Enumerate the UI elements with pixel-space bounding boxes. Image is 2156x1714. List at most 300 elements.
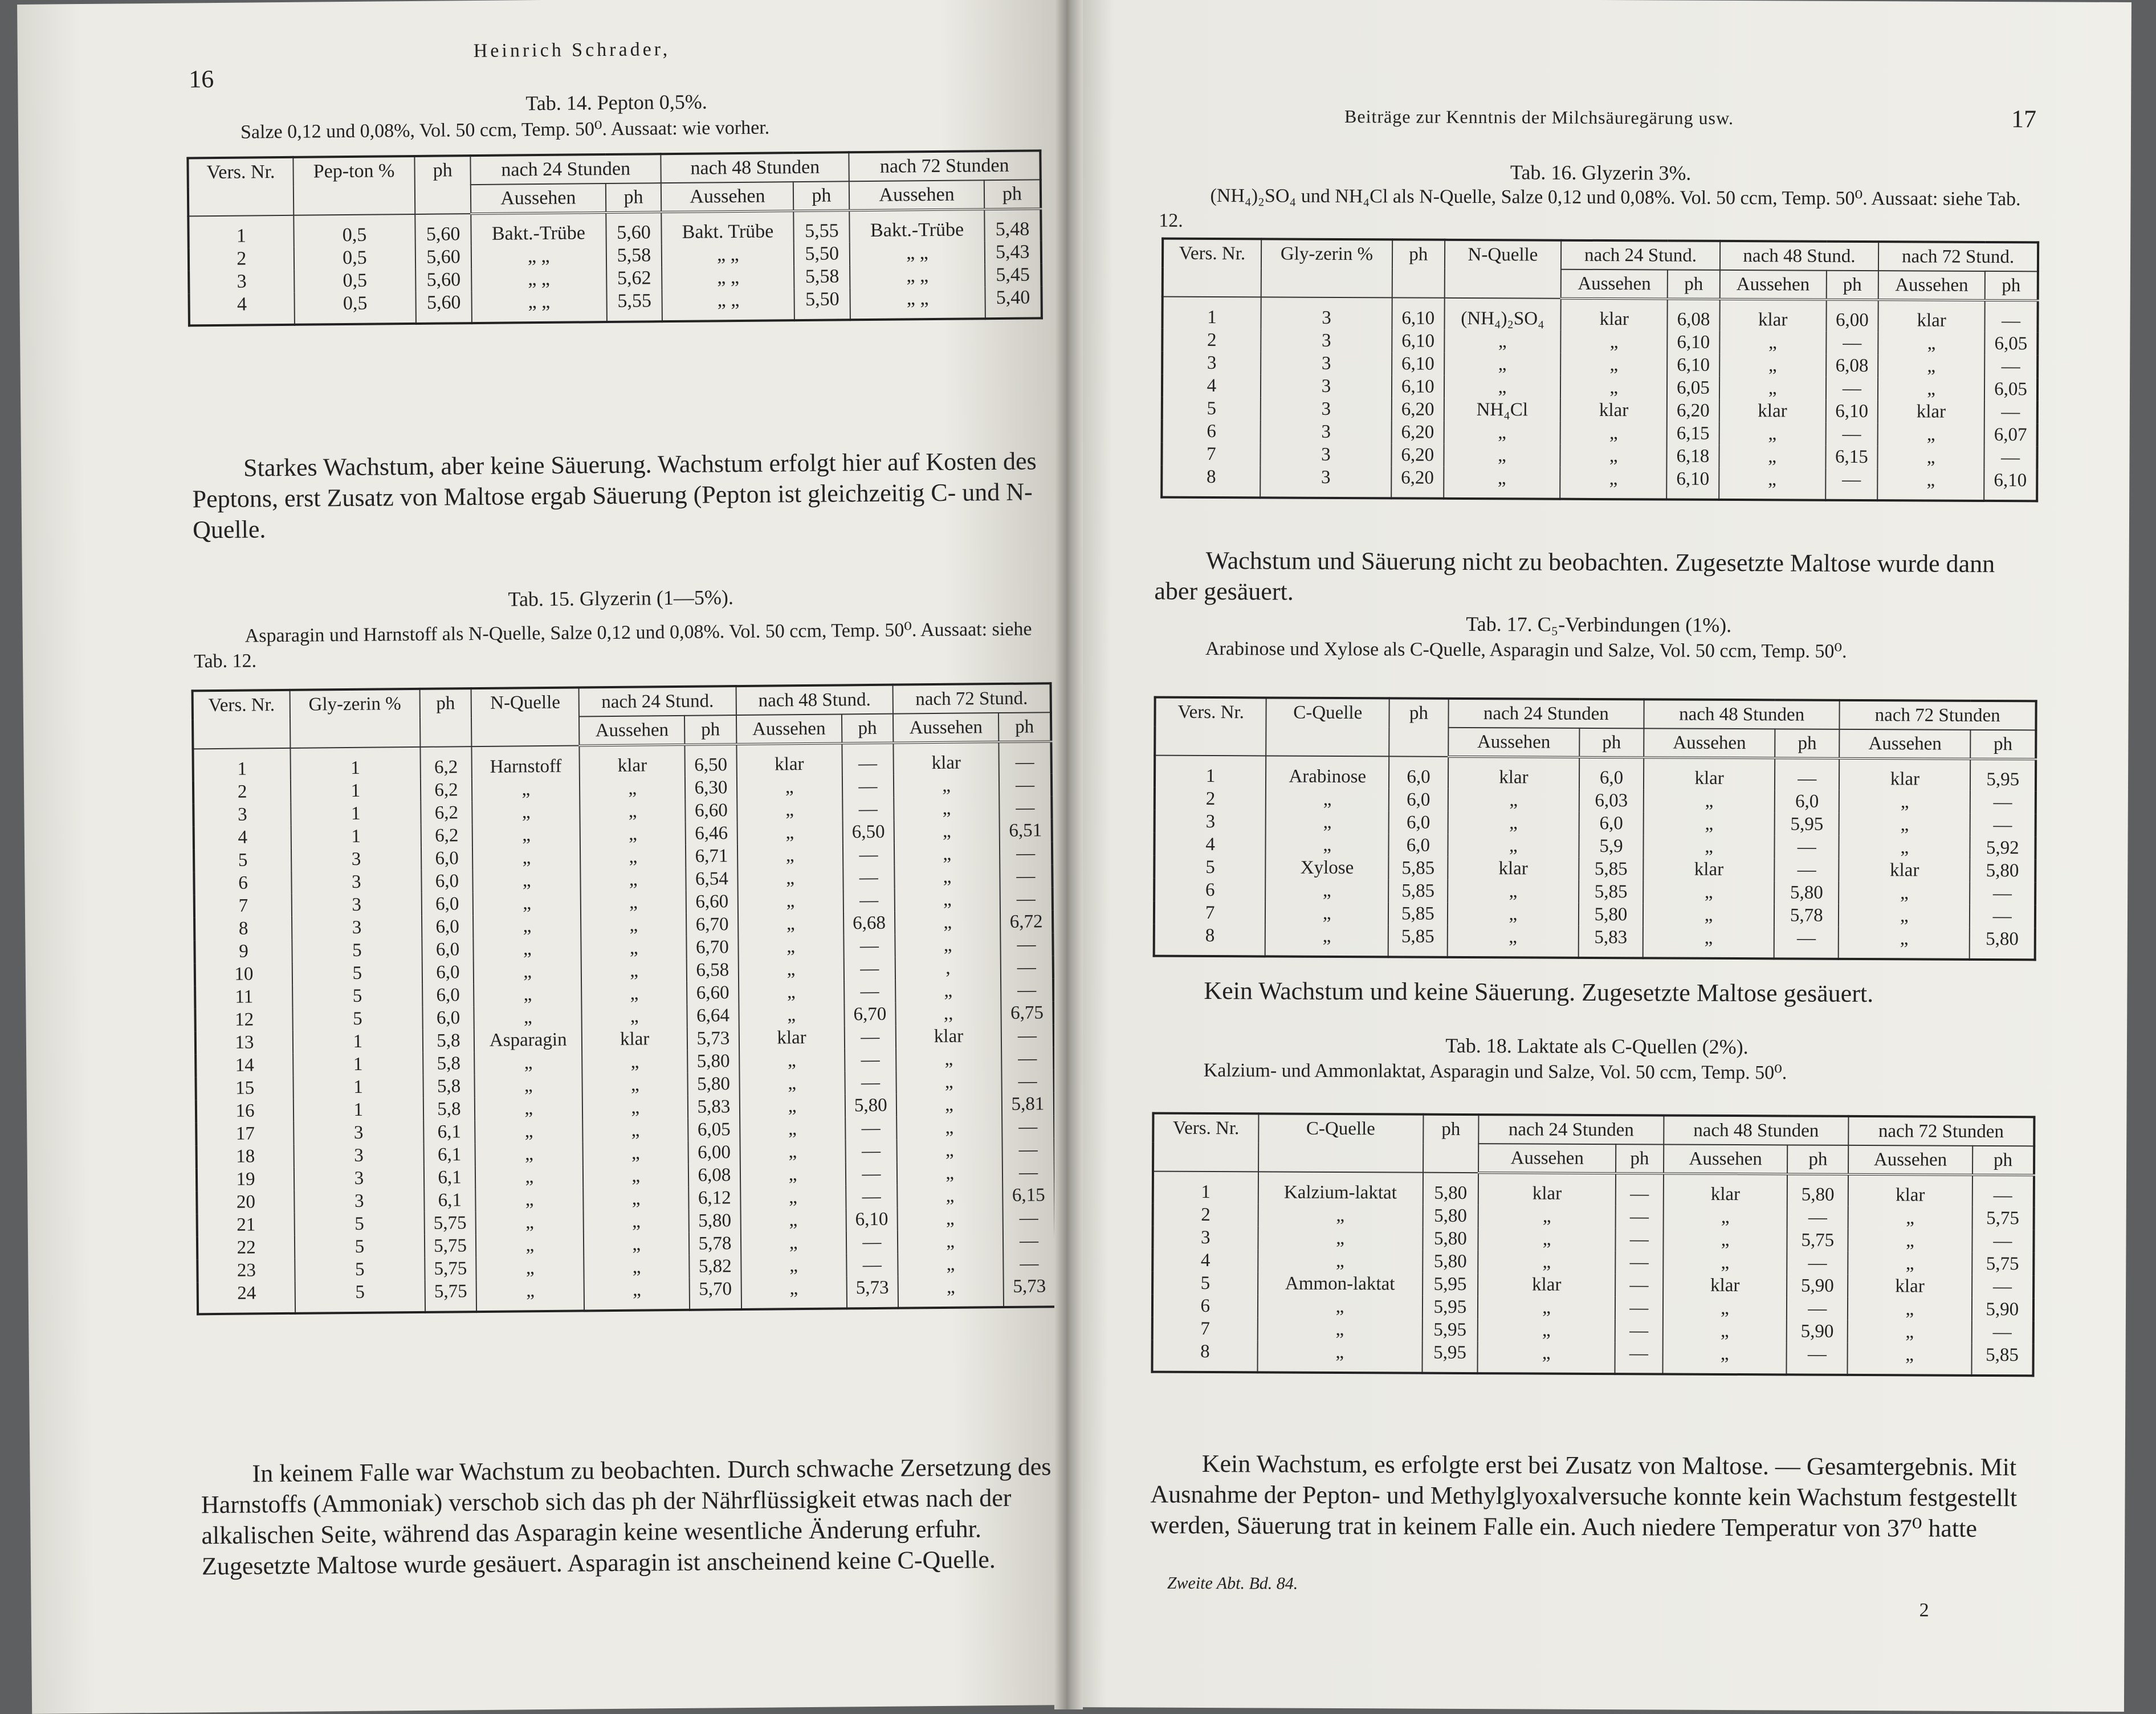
col-group-72: nach 72 Stunden — [849, 150, 1041, 181]
table-cell: „ — [1644, 789, 1775, 813]
table-cell: 5,55 — [606, 289, 662, 322]
table-cell: 5 — [292, 1007, 422, 1031]
table-cell: 5,75 — [424, 1211, 476, 1235]
table-cell: 6,05 — [1667, 377, 1719, 399]
col-group-24: nach 24 Stund. — [579, 686, 736, 716]
table-cell: — — [1992, 906, 2012, 927]
table-cell: klar — [1448, 857, 1579, 880]
table-cell: 2 — [1162, 329, 1261, 352]
paragraph: In keinem Falle war Wachstum zu beobachten. Durch schwache Zersetzung des Harnstoffs (Ammoniak) verschob sich das ph der Nährflüssigkeit etwas nach der alkalischen Seite, während das Asparagin keine wesentliche Änderung erfuhr. Zugesetzte Maltose wurde gesäuert. Asparagin ist anscheinend keine C-Quelle. — [201, 1452, 1051, 1581]
table-cell: „ — [1444, 376, 1561, 399]
table-cell: 0,5 — [294, 292, 416, 325]
table-cell: „ — [1878, 423, 1984, 446]
table-cell: „ — [582, 1073, 688, 1097]
table-cell: 6,0 — [1775, 790, 1839, 813]
table-cell: „ — [581, 936, 687, 960]
table-cell: 6,10 — [1392, 329, 1444, 352]
col-ph: ph — [793, 181, 849, 211]
table-row — [1162, 329, 2037, 356]
table-cell: „ „ — [471, 267, 606, 291]
table-cell: 6,10 — [846, 1208, 898, 1231]
table-cell: 3 — [1261, 297, 1392, 329]
col-ph: ph — [605, 183, 661, 213]
table-cell: 6 — [1162, 420, 1261, 443]
left-page — [17, 0, 1081, 1714]
table-row — [1152, 1249, 2033, 1276]
table-cell: — — [1018, 1071, 1037, 1092]
table-cell: 3 — [1261, 397, 1392, 421]
table-cell: 4 — [1152, 1249, 1258, 1272]
table-cell: — — [845, 1048, 896, 1072]
table-cell: — — [2000, 447, 2020, 468]
table-caption: Tab. 18. Laktate als C-Quellen (2%). — [1445, 1034, 1749, 1059]
table-cell: 3 — [294, 1166, 424, 1190]
table-cell: 3 — [294, 1121, 423, 1145]
col-vers: Vers. Nr. — [1163, 239, 1261, 297]
table-cell: 5 — [194, 848, 291, 872]
table-body — [1154, 756, 2036, 960]
table-cell: , — [895, 956, 1001, 980]
table-cell: „ — [581, 982, 687, 1006]
table-cell: 6,05 — [688, 1118, 740, 1141]
col-ph: ph — [984, 179, 1041, 209]
table-cell: 3 — [1260, 466, 1391, 498]
col-vers: Vers. Nr. — [188, 157, 294, 217]
running-head: Heinrich Schrader, — [473, 39, 671, 62]
table-body — [188, 209, 1042, 325]
table-cell: „ — [1719, 354, 1826, 377]
table-row — [1152, 1272, 2033, 1299]
table-cell: — — [1826, 377, 1878, 400]
table-row — [1152, 1340, 2033, 1376]
col-group-72: nach 72 Stunden — [1848, 1116, 2034, 1146]
table-cell: — — [1787, 1342, 1848, 1374]
table-cell: 5,85 — [1388, 925, 1448, 957]
table-cell: „ — [1662, 1319, 1787, 1342]
col-glyzerin: Gly-zerin % — [1261, 239, 1393, 297]
table-cell: klar — [1878, 300, 1985, 332]
table-row — [1154, 901, 2035, 928]
table-cell: „ — [472, 846, 580, 870]
table-cell: 5,80 — [1787, 1174, 1848, 1206]
table-row — [1154, 924, 2035, 960]
table-cell: 6,12 — [688, 1186, 740, 1210]
table-cell: 5,62 — [606, 267, 662, 290]
table-cell: 5 — [292, 961, 422, 985]
table-row — [1152, 1226, 2033, 1253]
table-cell: „ — [1643, 903, 1774, 927]
table-cell: „ — [897, 1161, 1002, 1185]
table-cell: „ — [473, 914, 581, 938]
table-cell: „ — [896, 1070, 1002, 1094]
table-cell: „ — [1643, 835, 1774, 858]
table-cell: „ — [1663, 1296, 1787, 1320]
table-cell: — — [1775, 758, 1839, 790]
table-subcaption: (NH₄)₂SO₄ und NH₄Cl als N-Quelle, Salze 0,12 und 0,08%. Vol. 50 ccm, Temp. 50⁰. Aussaat: siehe Tab. 12. — [1159, 185, 2021, 231]
table-cell: klar — [736, 743, 842, 776]
table-cell: 2 — [193, 780, 291, 803]
table-cell: 5 — [292, 938, 422, 962]
table-cell: 15 — [195, 1076, 293, 1100]
table-cell: 24 — [198, 1282, 296, 1314]
table-cell: 6,08 — [1826, 354, 1878, 377]
table-cell: „ — [584, 1255, 690, 1279]
table-cell: „ — [1258, 1249, 1423, 1272]
table-cell: — — [845, 1162, 897, 1186]
table-cell: 5,95 — [1422, 1296, 1478, 1319]
table-cell: „ — [740, 1140, 845, 1164]
col-ph: ph — [1389, 698, 1448, 756]
table-cell: — — [1993, 815, 2012, 836]
table-cell: „ — [897, 1138, 1002, 1162]
table-cell: „ — [1719, 468, 1825, 500]
table-cell: „ — [740, 1185, 846, 1209]
table-cell: 5,85 — [1986, 1344, 2019, 1366]
running-head: Beiträge zur Kenntnis der Milchsäuregärung usw. — [1344, 106, 1734, 129]
table-cell: klar — [580, 745, 685, 778]
table-cell: 5,50 — [794, 288, 850, 320]
table-cell: 5,60 — [416, 291, 472, 324]
table-cell: — — [1615, 1319, 1663, 1342]
table-cell: 6,70 — [686, 936, 738, 959]
table-cell: 5,8 — [423, 1075, 475, 1098]
table-cell: klar — [1719, 299, 1826, 332]
table-cell: 6,0 — [421, 892, 473, 916]
table-cell: „ — [475, 1165, 583, 1189]
table-cell: 6,68 — [843, 912, 895, 935]
table-cell: 3 — [1260, 443, 1391, 466]
table-subcaption: Arabinose und Xylose als C-Quelle, Asparagin und Salze, Vol. 50 ccm, Temp. 50⁰. — [1205, 638, 1847, 662]
table-cell: „ — [739, 980, 844, 1004]
table-cell: „ — [1848, 1206, 1972, 1230]
table-cell: „ — [1643, 926, 1775, 958]
table-cell: „ — [1848, 1297, 1972, 1321]
col-aussehen: Aussehen — [471, 183, 606, 214]
table-cell: klar — [1478, 1273, 1615, 1296]
table-cell: 5,95 — [1775, 813, 1839, 835]
table-cell: 3 — [294, 1189, 424, 1213]
table-cell: 6,51 — [1009, 820, 1042, 841]
col-vers: Vers. Nr. — [193, 690, 291, 749]
table-cell: 6,20 — [1391, 443, 1444, 466]
table-cell: 5,73 — [1013, 1276, 1046, 1297]
table-cell: 5,75 — [425, 1280, 476, 1312]
table-cell: „ — [584, 1210, 689, 1234]
table-cell: 6,30 — [685, 776, 737, 799]
table-cell: „ — [897, 1184, 1002, 1208]
table-cell: — — [1775, 835, 1839, 858]
col-group-72: nach 72 Stunden — [1840, 700, 2036, 731]
table-row — [1161, 466, 2037, 501]
table-cell: „ — [1560, 422, 1667, 445]
table-cell: „ — [1266, 787, 1389, 811]
table-cell: 7 — [194, 894, 292, 917]
table-cell: „ — [1839, 836, 1970, 859]
table-cell: „ — [584, 1187, 689, 1211]
table-cell: 4 — [1154, 833, 1266, 856]
table-cell: 7 — [1154, 901, 1266, 925]
table-cell: — — [1992, 1276, 2012, 1297]
table-cell: 5,75 — [1787, 1229, 1848, 1251]
table-cell: „ — [476, 1256, 584, 1280]
table-cell: 6,15 — [1012, 1185, 1045, 1206]
table-subcaption: Asparagin und Harnstoff als N-Quelle, Salze 0,12 und 0,08%. Vol. 50 ccm, Temp. 50⁰. Aussaat: siehe Tab. 12. — [193, 618, 1032, 672]
table-cell: 5,80 — [1423, 1250, 1478, 1273]
col-aussehen: Aussehen — [736, 714, 842, 744]
table-cell: „ — [476, 1210, 584, 1234]
table-cell: „ — [1663, 1251, 1787, 1274]
table-caption: Tab. 17. C₅-Verbindungen (1%). — [1466, 612, 1732, 637]
table-cell: — — [1017, 1025, 1037, 1046]
table-cell: 5 — [295, 1212, 425, 1236]
col-aussehen: Aussehen — [1644, 728, 1775, 758]
table-cell: — — [1017, 934, 1036, 955]
table-cell: 6,0 — [421, 870, 473, 893]
col-ph: ph — [998, 712, 1051, 742]
table-cell: „ — [1878, 377, 1984, 401]
table-cell: klar — [1719, 399, 1826, 423]
table-cell: 5,55 — [794, 210, 850, 243]
table-cell: 6,15 — [1825, 446, 1878, 468]
table-cell: „ — [740, 1117, 845, 1141]
table-18 — [1151, 1112, 2035, 1377]
table-cell: „ — [1663, 1228, 1787, 1251]
table-cell: „ — [1448, 880, 1579, 903]
table-cell: 5 — [295, 1235, 425, 1259]
col-aussehen: Aussehen — [849, 180, 984, 210]
table-cell: 6,05 — [1994, 333, 2028, 354]
table-cell: 5,73 — [687, 1027, 739, 1050]
table-cell: 4 — [1162, 374, 1261, 398]
table-cell: — — [1615, 1228, 1663, 1251]
table-cell: „ — [1719, 331, 1826, 354]
table-cell: — — [1018, 1162, 1038, 1183]
table-cell: klar — [1478, 1173, 1616, 1205]
table-cell: 5,92 — [1986, 837, 2019, 859]
table-cell: — — [845, 1140, 897, 1163]
table-cell: klar — [1643, 858, 1774, 881]
table-cell: 6,00 — [688, 1141, 740, 1164]
table-cell: 6,1 — [423, 1120, 475, 1144]
table-cell: 1 — [294, 1098, 423, 1122]
table-cell: „ — [582, 1096, 688, 1120]
table-cell: „ — [1478, 1227, 1616, 1251]
table-cell: 5 — [1154, 856, 1266, 879]
table-cell: — — [843, 957, 895, 981]
table-cell: klar — [1561, 299, 1668, 331]
table-cell: 5,81 — [1011, 1093, 1045, 1115]
table-cell: 5,75 — [1986, 1253, 2019, 1275]
table-cell: „ — [476, 1233, 584, 1257]
table-cell: „ — [1478, 1250, 1616, 1274]
table-cell: 1 — [1153, 1172, 1258, 1204]
table-cell: 6,10 — [1825, 400, 1878, 423]
col-ph: ph — [1985, 271, 2038, 300]
col-ph: ph — [1971, 730, 2036, 759]
table-cell: „ — [1662, 1342, 1787, 1374]
col-ph: ph — [1972, 1146, 2034, 1175]
table-cell: 6,20 — [1392, 398, 1444, 421]
table-cell: 3 — [292, 893, 422, 917]
table-cell: „ — [1448, 834, 1579, 858]
table-cell: 6,50 — [842, 821, 894, 844]
table-15 — [191, 682, 1058, 1315]
page-number: 17 — [2011, 105, 2037, 133]
table-cell: 3 — [1261, 374, 1392, 398]
table-cell: — — [1615, 1251, 1663, 1274]
table-cell: — — [845, 1071, 896, 1095]
table-cell: — — [1018, 1139, 1038, 1160]
table-cell: 5,85 — [1388, 879, 1448, 902]
table-cell: — — [846, 1185, 898, 1209]
table-cell: 6,1 — [423, 1143, 475, 1166]
table-cell: ,, — [896, 1002, 1001, 1026]
table-cell: 3 — [1152, 1226, 1258, 1250]
table-cell: „ — [580, 777, 685, 801]
table-cell: 6,1 — [424, 1189, 476, 1212]
table-cell: „ — [738, 934, 843, 958]
table-cell: „ — [1839, 790, 1970, 814]
table-cell: 6,70 — [686, 913, 738, 936]
table-cell: 5,73 — [846, 1276, 898, 1309]
table-cell: 0,5 — [294, 246, 415, 270]
col-c-quelle: C-Quelle — [1266, 697, 1389, 756]
table-cell: klar — [1848, 1174, 1972, 1207]
table-cell: — — [1992, 1322, 2012, 1343]
table-cell: „ — [584, 1278, 690, 1311]
table-cell: 1 — [188, 215, 294, 248]
table-cell: 6,15 — [1667, 422, 1719, 445]
col-ph: ph — [1826, 271, 1878, 300]
table-cell: „ — [1265, 879, 1388, 902]
table-cell: 5,58 — [794, 265, 850, 288]
table-cell: 3 — [294, 1144, 424, 1168]
table-cell: — — [1019, 1207, 1038, 1229]
table-cell: 5,8 — [423, 1052, 475, 1075]
table-row — [1162, 420, 2037, 447]
table-cell: 5,60 — [415, 268, 471, 292]
table-cell: „ — [740, 1094, 845, 1118]
table-cell: 6,03 — [1579, 789, 1644, 812]
table-cell: 6,0 — [1389, 756, 1448, 788]
table-cell: „ — [1663, 1205, 1787, 1229]
signature-mark: 2 — [1919, 1599, 1929, 1621]
table-cell: 19 — [197, 1168, 294, 1191]
table-cell: 6,60 — [687, 981, 739, 1005]
table-cell: 6 — [1154, 879, 1266, 902]
table-cell: „ — [475, 1142, 583, 1166]
table-cell: — — [1993, 1185, 2012, 1206]
table-cell: 6,54 — [686, 867, 737, 891]
table-cell: 5 — [1162, 397, 1261, 421]
table-cell: 1 — [291, 802, 421, 826]
col-glyzerin: Gly-zerin % — [290, 689, 420, 748]
table-cell: „ — [1643, 880, 1774, 904]
table-cell: Bakt.-Trübe — [849, 209, 984, 242]
col-ph: ph — [1787, 1145, 1848, 1174]
table-cell: „ — [1444, 353, 1561, 376]
table-cell: „ „ — [471, 244, 606, 268]
table-cell: — — [842, 798, 894, 821]
table-cell: „ — [472, 823, 580, 847]
table-cell: 5,78 — [689, 1232, 741, 1255]
table-cell: „ — [1478, 1319, 1615, 1342]
table-cell: 5,85 — [1579, 880, 1643, 903]
table-cell: 5,60 — [415, 214, 471, 246]
table-cell: 22 — [197, 1236, 295, 1259]
table-cell: — — [1019, 1230, 1039, 1251]
page-number: 16 — [188, 65, 214, 93]
table-cell: 6,0 — [422, 1006, 474, 1030]
col-aussehen: Aussehen — [1839, 729, 1970, 759]
col-group-48: nach 48 Stunden — [661, 152, 849, 183]
table-cell: — — [843, 843, 895, 867]
table-cell: 5,43 — [995, 241, 1030, 263]
table-cell: „ — [474, 1005, 582, 1029]
table-cell: „ — [1560, 444, 1667, 468]
table-cell: „ — [741, 1254, 846, 1278]
table-cell: 1 — [1162, 297, 1261, 329]
paragraph: Kein Wachstum, es erfolgte erst bei Zusatz von Maltose. — Gesamtergebnis. Mit Ausnahme der Pepton- und Methylglyoxalversuche konnte kein Wachstum festgestellt werden, Säuerung trat in keinem Falle ein. Auch niedere Temperatur von 37⁰ hatte — [1150, 1449, 2018, 1542]
table-cell: — — [2001, 356, 2020, 377]
table-cell: 6,75 — [1010, 1002, 1044, 1023]
table-cell: — — [1615, 1205, 1663, 1228]
table-row — [1155, 787, 2036, 814]
table-cell: 1 — [290, 747, 420, 780]
table-cell: 5,85 — [1388, 902, 1448, 925]
table-cell: „ — [1839, 813, 1970, 836]
table-row — [1162, 374, 2037, 401]
table-cell: 16 — [196, 1099, 294, 1123]
table-cell: „ — [473, 891, 581, 915]
table-cell: 5,83 — [1579, 926, 1643, 958]
table-cell: „ — [1839, 882, 1970, 905]
table-cell: 6,10 — [1667, 331, 1719, 354]
book-gutter — [1054, 0, 1083, 1709]
table-cell: 5,60 — [606, 212, 662, 244]
col-group-48: nach 48 Stunden — [1644, 699, 1840, 729]
table-cell: Arabinose — [1266, 756, 1389, 788]
table-cell: „ — [894, 819, 1000, 843]
table-cell: — — [1015, 774, 1035, 795]
table-cell: 6,58 — [687, 958, 739, 982]
table-cell: „ „ — [471, 290, 606, 323]
table-cell: 5,80 — [1423, 1173, 1478, 1205]
table-cell: 1 — [294, 1075, 423, 1099]
table-cell: 4 — [194, 826, 291, 849]
table-cell: — — [1787, 1251, 1848, 1274]
table-cell: „ — [1839, 904, 1970, 928]
table-cell: 14 — [195, 1054, 293, 1077]
table-cell: — — [2001, 402, 2020, 423]
table-cell: „ — [475, 1187, 583, 1211]
col-group-24: nach 24 Stunden — [1479, 1115, 1664, 1144]
table-row — [1162, 397, 2037, 424]
table-cell: 6,0 — [422, 938, 474, 961]
col-ph: ph — [1423, 1115, 1479, 1173]
table-cell: — — [845, 1117, 897, 1140]
table-cell: 5,90 — [1787, 1320, 1848, 1342]
table-cell: 6,50 — [685, 744, 737, 777]
table-cell: 5,80 — [1986, 860, 2019, 882]
table-cell: 5,85 — [1388, 856, 1448, 879]
table-cell: — — [842, 775, 894, 798]
col-aussehen: Aussehen — [893, 713, 998, 743]
table-cell: 0,5 — [294, 269, 416, 293]
table-cell: 6,46 — [686, 822, 737, 845]
table-cell: klar — [1839, 758, 1970, 791]
table-cell: „ — [1265, 901, 1388, 925]
